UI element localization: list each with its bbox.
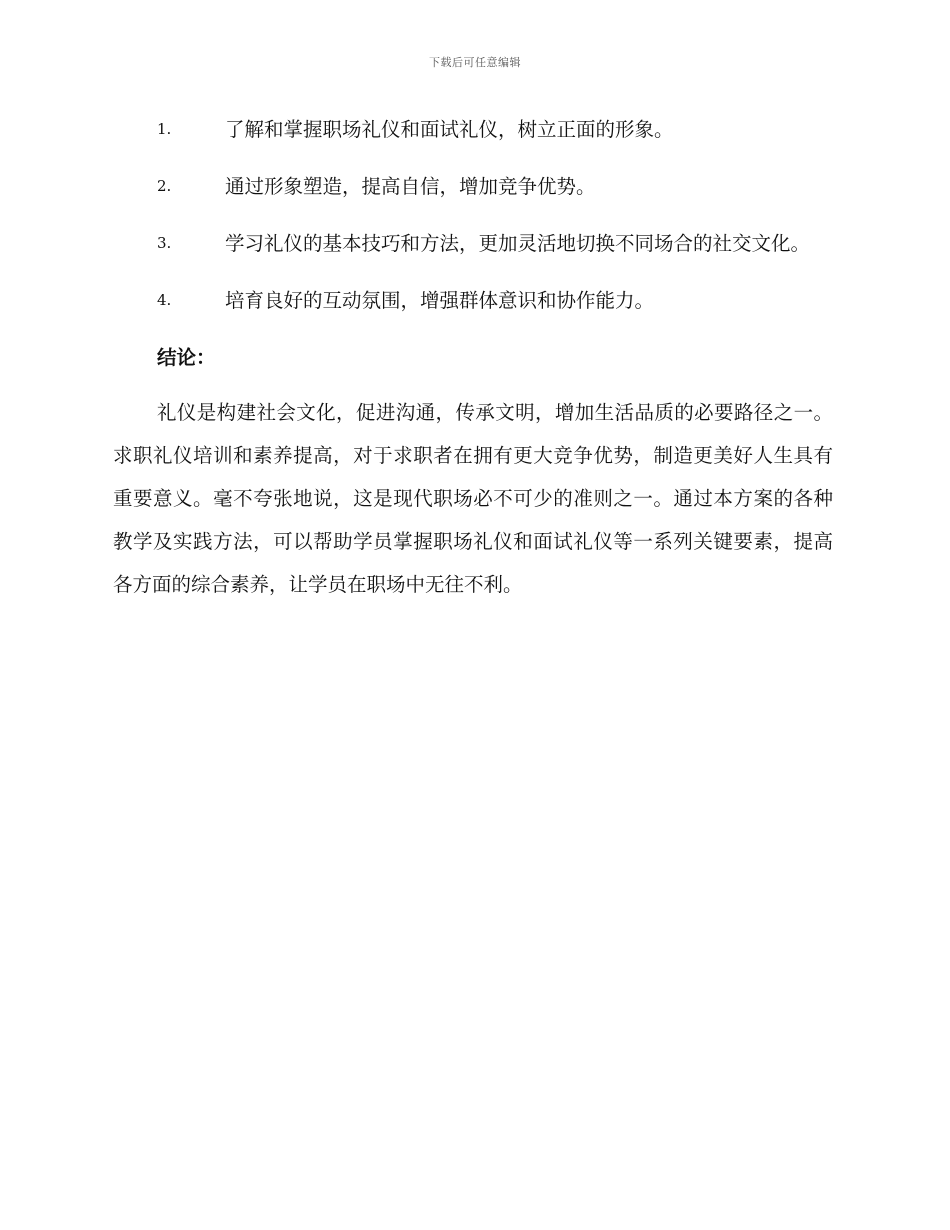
- list-item: [113, 108, 833, 151]
- conclusion-paragraph: 礼仪是构建社会文化，促进沟通，传承文明，增加生活品质的必要路径之一。求职礼仪培训和素养提高，对于求职者在拥有更大竞争优势，制造更美好人生具有重要意义。毫不夸张地说，这是现代职场必不可少的准则之一。通过本方案的各种教学及实践方法，可以帮助学员掌握职场礼仪和面试礼仪等一系列关键要素，提高各方面的综合素养，让学员在职场中无往不利。: [113, 401, 833, 596]
- list-item-number: 4.: [157, 291, 172, 309]
- list-item-number: 2.: [157, 177, 172, 195]
- list-item: [113, 222, 833, 265]
- list-item-number: 3.: [157, 234, 172, 252]
- list-item: [113, 279, 833, 322]
- document-content: [113, 108, 833, 606]
- list-item-text: 了解和掌握职场礼仪和面试礼仪，树立正面的形象。: [225, 118, 674, 141]
- list-item-text: 通过形象塑造，提高自信，增加竞争优势。: [225, 175, 596, 198]
- list-item-text: 培育良好的互动氛围，增强群体意识和协作能力。: [225, 289, 655, 312]
- page-header: 下载后可任意编辑: [429, 56, 521, 69]
- conclusion-heading: 结论：: [157, 346, 216, 369]
- list-item-number: 1.: [157, 120, 172, 138]
- list-item-text: 学习礼仪的基本技巧和方法，更加灵活地切换不同场合的社交文化。: [225, 232, 811, 255]
- list-item: [113, 165, 833, 208]
